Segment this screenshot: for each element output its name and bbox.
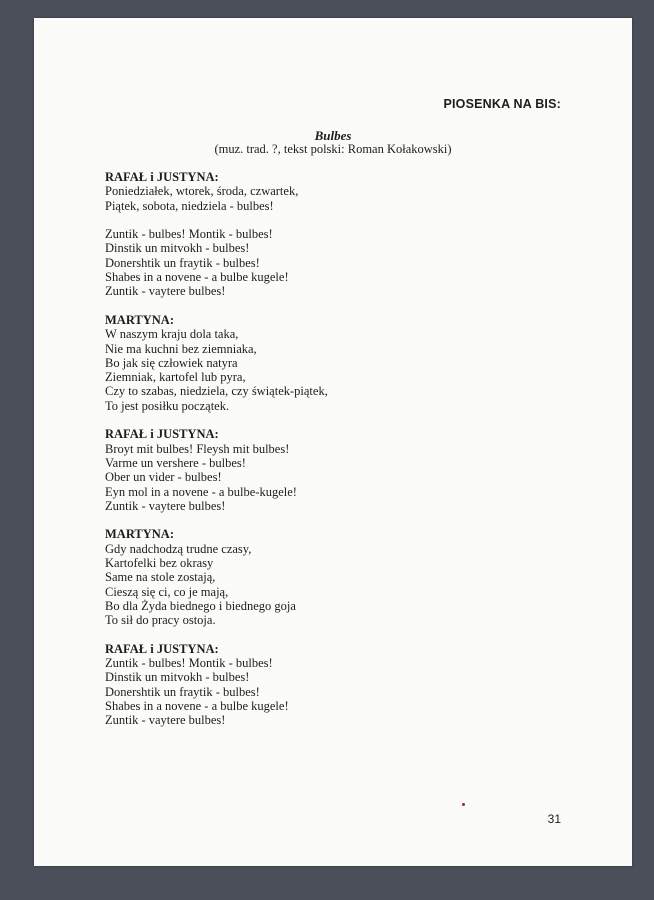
lyric-line: To jest posiłku początek. xyxy=(105,398,230,413)
lyric-line: Dinstik un mitvokh - bulbes! xyxy=(105,241,250,256)
lyrics-body xyxy=(105,170,585,742)
stanza xyxy=(105,427,585,513)
song-credits: (muz. trad. ?, tekst polski: Roman Kołakowski) xyxy=(214,142,452,156)
lyric-line: Bo jak się człowiek natyra xyxy=(105,355,238,370)
lyric-line: Kartofelki bez okrasy xyxy=(105,556,214,571)
lyric-line: Shabes in a novene - a bulbe kugele! xyxy=(105,270,289,285)
lyric-line: Nie ma kuchni bez ziemniaka, xyxy=(105,341,257,356)
speaker-label: RAFAŁ i JUSTYNA: xyxy=(105,641,219,656)
lyric-line: Gdy nadchodzą trudne czasy, xyxy=(105,541,252,556)
lyric-line: Zuntik - vaytere bulbes! xyxy=(105,284,226,299)
lyric-line: Poniedziałek, wtorek, środa, czwartek, xyxy=(105,184,299,199)
lyric-line: Ober un vider - bulbes! xyxy=(105,470,222,485)
speaker-label: RAFAŁ i JUSTYNA: xyxy=(105,170,219,184)
red-speck xyxy=(462,803,465,806)
lyric-line: W naszym kraju dola taka, xyxy=(105,327,239,342)
lyric-line: Donershtik un fraytik - bulbes! xyxy=(105,684,260,699)
lyric-line: Shabes in a novene - a bulbe kugele! xyxy=(105,698,289,713)
lyric-line: Zuntik - vaytere bulbes! xyxy=(105,498,226,513)
lyric-line: To sił do pracy ostoja. xyxy=(105,613,216,628)
lyric-line: Same na stole zostają, xyxy=(105,570,216,585)
lyric-line: Cieszą się ci, co je mają, xyxy=(105,584,229,599)
lyric-line: Ziemniak, kartofel lub pyra, xyxy=(105,370,246,385)
lyric-line: Zuntik - bulbes! Montik - bulbes! xyxy=(105,227,273,242)
section-header: PIOSENKA NA BIS: xyxy=(443,97,561,111)
stanza xyxy=(105,642,585,728)
stanza xyxy=(105,313,585,413)
lyric-line: Donershtik un fraytik - bulbes! xyxy=(105,255,260,270)
lyric-line: Zuntik - bulbes! Montik - bulbes! xyxy=(105,656,273,671)
lyric-line: Czy to szabas, niedziela, czy świątek-piątek, xyxy=(105,384,328,399)
lyric-line: Eyn mol in a novene - a bulbe-kugele! xyxy=(105,484,297,499)
stanza xyxy=(105,527,585,627)
speaker-label: MARTYNA: xyxy=(105,312,174,327)
lyric-line: Bo dla Żyda biednego i biednego goja xyxy=(105,598,296,613)
page-number: 31 xyxy=(547,812,561,826)
lyric-line: Piątek, sobota, niedziela - bulbes! xyxy=(105,198,274,213)
speaker-label: MARTYNA: xyxy=(105,527,174,542)
lyric-line: Broyt mit bulbes! Fleysh mit bulbes! xyxy=(105,441,290,456)
lyric-line: Varme un vershere - bulbes! xyxy=(105,455,246,470)
lyric-line: Zuntik - vaytere bulbes! xyxy=(105,713,226,728)
speaker-label: RAFAŁ i JUSTYNA: xyxy=(105,427,219,442)
document-page xyxy=(34,18,632,866)
song-title: Bulbes xyxy=(314,128,352,143)
stanza xyxy=(105,227,585,298)
lyric-line: Dinstik un mitvokh - bulbes! xyxy=(105,670,250,685)
stanza xyxy=(105,170,585,213)
